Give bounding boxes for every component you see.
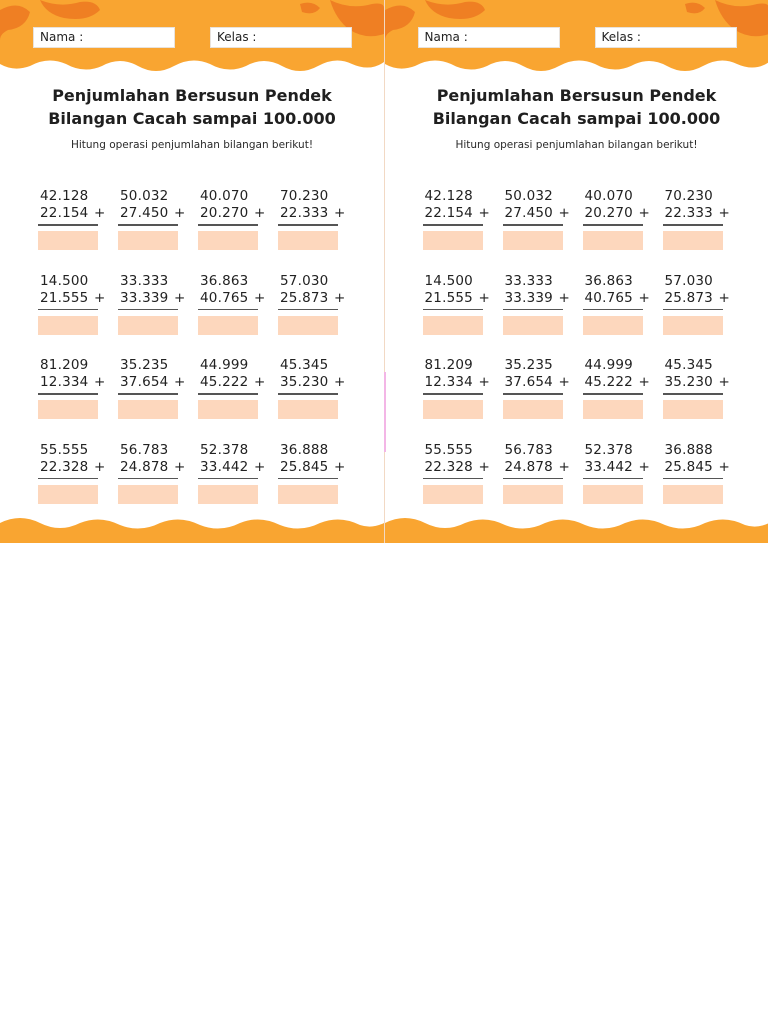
first-addend: 81.209 [424,357,473,373]
plus-sign: + [558,205,570,221]
sum-line [198,478,258,480]
answer-box[interactable] [38,485,98,504]
answer-box[interactable] [503,400,563,419]
addition-problem [583,357,650,423]
plus-sign: + [718,205,730,221]
addition-problem [423,357,490,423]
addition-problem [503,188,570,254]
plus-sign: + [254,374,266,390]
addition-problem [278,357,346,423]
sum-line [278,393,338,395]
first-addend: 14.500 [40,272,89,289]
plus-sign: + [334,374,346,390]
bottom-wave-banner [385,513,768,543]
name-field[interactable]: Nama : [418,27,560,48]
addition-problem [503,357,570,423]
second-addend: 37.654 [504,374,553,390]
second-addend: 12.334 [424,374,473,390]
first-addend: 56.783 [120,441,169,458]
second-addend: 12.334 [40,374,89,390]
plus-sign: + [638,289,650,306]
first-addend: 44.999 [200,357,249,373]
first-addend: 36.888 [664,441,713,458]
second-addend: 33.442 [200,458,249,475]
plus-sign: + [638,205,650,221]
title-line-1: Penjumlahan Bersusun Pendek [436,86,717,105]
first-addend: 52.378 [584,441,633,458]
answer-box[interactable] [503,316,563,335]
sum-line [583,478,643,480]
plus-sign: + [174,289,186,306]
answer-box[interactable] [583,231,643,250]
answer-box[interactable] [198,485,258,504]
instruction-text: Hitung operasi penjumlahan bilangan berikut! [455,139,698,151]
addition-problem [38,188,106,254]
first-addend: 42.128 [40,188,89,204]
addition-problem [278,272,346,339]
sum-line [118,309,178,311]
plus-sign: + [254,458,266,475]
sum-line [583,393,643,395]
first-addend: 40.070 [200,188,249,204]
answer-box[interactable] [198,231,258,250]
second-addend: 35.230 [664,374,713,390]
worksheet-right [384,0,768,543]
sum-line [663,309,723,311]
second-addend: 25.845 [664,458,713,475]
first-addend: 50.032 [504,188,553,204]
sum-line [503,309,563,311]
second-addend: 22.154 [40,205,89,221]
addition-problem [198,188,266,254]
plus-sign: + [558,289,570,306]
answer-box[interactable] [278,316,338,335]
second-addend: 22.333 [664,205,713,221]
first-addend: 70.230 [664,188,713,204]
title-line-2: Bilangan Cacah sampai 100.000 [432,109,721,128]
plus-sign: + [478,374,490,390]
plus-sign: + [94,458,106,475]
plus-sign: + [638,458,650,475]
plus-sign: + [478,289,490,306]
sum-line [423,478,483,480]
first-addend: 55.555 [424,441,473,458]
second-addend: 22.328 [40,458,89,475]
addition-problem [118,441,186,508]
answer-box[interactable] [38,400,98,419]
answer-box[interactable] [583,316,643,335]
second-addend: 21.555 [40,289,89,306]
first-addend: 33.333 [120,272,169,289]
addition-problem [278,188,346,254]
first-addend: 57.030 [664,272,713,289]
plus-sign: + [478,205,490,221]
answer-box[interactable] [503,485,563,504]
second-addend: 22.333 [280,205,329,221]
first-addend: 40.070 [584,188,633,204]
sum-line [118,478,178,480]
second-addend: 24.878 [504,458,553,475]
sum-line [423,393,483,395]
first-addend: 36.888 [280,441,329,458]
addition-problem [583,188,650,254]
addition-problem [38,357,106,423]
addition-problem [583,272,650,339]
sum-line [198,224,258,226]
answer-box[interactable] [118,485,178,504]
addition-problem [663,188,730,254]
first-addend: 33.333 [504,272,553,289]
plus-sign: + [334,458,346,475]
sum-line [503,478,563,480]
class-field[interactable]: Kelas : [595,27,737,48]
answer-box[interactable] [278,231,338,250]
plus-sign: + [334,205,346,221]
second-addend: 37.654 [120,374,169,390]
second-addend: 22.328 [424,458,473,475]
class-field[interactable]: Kelas : [210,27,352,48]
first-addend: 81.209 [40,357,89,373]
addition-problem [423,272,490,339]
first-addend: 14.500 [424,272,473,289]
first-addend: 44.999 [584,357,633,373]
sum-line [38,224,98,226]
addition-problem [503,441,570,508]
answer-box[interactable] [423,231,483,250]
title-line-1: Penjumlahan Bersusun Pendek [52,86,332,105]
sum-line [38,309,98,311]
answer-box[interactable] [663,316,723,335]
worksheet-left [0,0,384,543]
addition-problem [423,188,490,254]
addition-problem [583,441,650,508]
second-addend: 45.222 [584,374,633,390]
answer-box[interactable] [118,400,178,419]
sum-line [663,478,723,480]
answer-box[interactable] [663,231,723,250]
second-addend: 20.270 [584,205,633,221]
addition-problem [198,441,266,508]
addition-problem [38,272,106,339]
answer-box[interactable] [118,316,178,335]
plus-sign: + [718,458,730,475]
first-addend: 36.863 [584,272,633,289]
addition-problem [118,357,186,423]
plus-sign: + [254,205,266,221]
addition-problem [198,357,266,423]
addition-problem [503,272,570,339]
answer-box[interactable] [423,400,483,419]
sum-line [198,309,258,311]
answer-box[interactable] [198,400,258,419]
answer-box[interactable] [198,316,258,335]
plus-sign: + [174,374,186,390]
answer-box[interactable] [118,231,178,250]
second-addend: 25.845 [280,458,329,475]
sum-line [278,224,338,226]
addition-problem [663,441,730,508]
first-addend: 35.235 [504,357,553,373]
plus-sign: + [558,458,570,475]
second-addend: 45.222 [200,374,249,390]
answer-box[interactable] [278,400,338,419]
sum-line [38,393,98,395]
addition-problem [118,272,186,339]
plus-sign: + [94,289,106,306]
second-addend: 21.555 [424,289,473,306]
plus-sign: + [478,458,490,475]
addition-problem [38,441,106,508]
second-addend: 22.154 [424,205,473,221]
instruction-text: Hitung operasi penjumlahan bilangan berikut! [70,139,314,151]
first-addend: 56.783 [504,441,553,458]
first-addend: 52.378 [200,441,249,458]
answer-box[interactable] [663,400,723,419]
answer-box[interactable] [278,485,338,504]
addition-problem [423,441,490,508]
second-addend: 27.450 [120,205,169,221]
sum-line [423,309,483,311]
plus-sign: + [94,205,106,221]
sum-line [663,393,723,395]
worksheet-title [385,84,768,130]
second-addend: 40.765 [200,289,249,306]
plus-sign: + [174,205,186,221]
plus-sign: + [558,374,570,390]
sum-line [118,224,178,226]
addition-problem [663,272,730,339]
answer-box[interactable] [663,485,723,504]
addition-problem [278,441,346,508]
sum-line [118,393,178,395]
answer-box[interactable] [583,400,643,419]
sum-line [663,224,723,226]
first-addend: 57.030 [280,272,329,289]
plus-sign: + [254,289,266,306]
plus-sign: + [94,374,106,390]
page-divider-mark [384,372,386,452]
plus-sign: + [638,374,650,390]
plus-sign: + [718,374,730,390]
name-field[interactable]: Nama : [33,27,175,48]
title-line-2: Bilangan Cacah sampai 100.000 [48,109,336,128]
sum-line [583,224,643,226]
second-addend: 25.873 [664,289,713,306]
answer-box[interactable] [583,485,643,504]
answer-box[interactable] [38,231,98,250]
first-addend: 45.345 [664,357,713,373]
bottom-wave-banner [0,513,384,543]
sum-line [503,224,563,226]
second-addend: 20.270 [200,205,249,221]
sum-line [503,393,563,395]
second-addend: 25.873 [280,289,329,306]
second-addend: 35.230 [280,374,329,390]
addition-problem [663,357,730,423]
first-addend: 35.235 [120,357,169,373]
first-addend: 45.345 [280,357,329,373]
answer-box[interactable] [38,316,98,335]
first-addend: 50.032 [120,188,169,204]
first-addend: 36.863 [200,272,249,289]
answer-box[interactable] [423,485,483,504]
second-addend: 33.442 [584,458,633,475]
sum-line [38,478,98,480]
plus-sign: + [718,289,730,306]
first-addend: 70.230 [280,188,329,204]
sum-line [198,393,258,395]
first-addend: 42.128 [424,188,473,204]
second-addend: 40.765 [584,289,633,306]
sum-line [278,309,338,311]
first-addend: 55.555 [40,441,89,458]
second-addend: 33.339 [120,289,169,306]
addition-problem [118,188,186,254]
second-addend: 24.878 [120,458,169,475]
plus-sign: + [334,289,346,306]
sum-line [583,309,643,311]
second-addend: 33.339 [504,289,553,306]
addition-problem [198,272,266,339]
answer-box[interactable] [423,316,483,335]
plus-sign: + [174,458,186,475]
second-addend: 27.450 [504,205,553,221]
sum-line [423,224,483,226]
sum-line [278,478,338,480]
answer-box[interactable] [503,231,563,250]
worksheet-title [0,84,384,130]
